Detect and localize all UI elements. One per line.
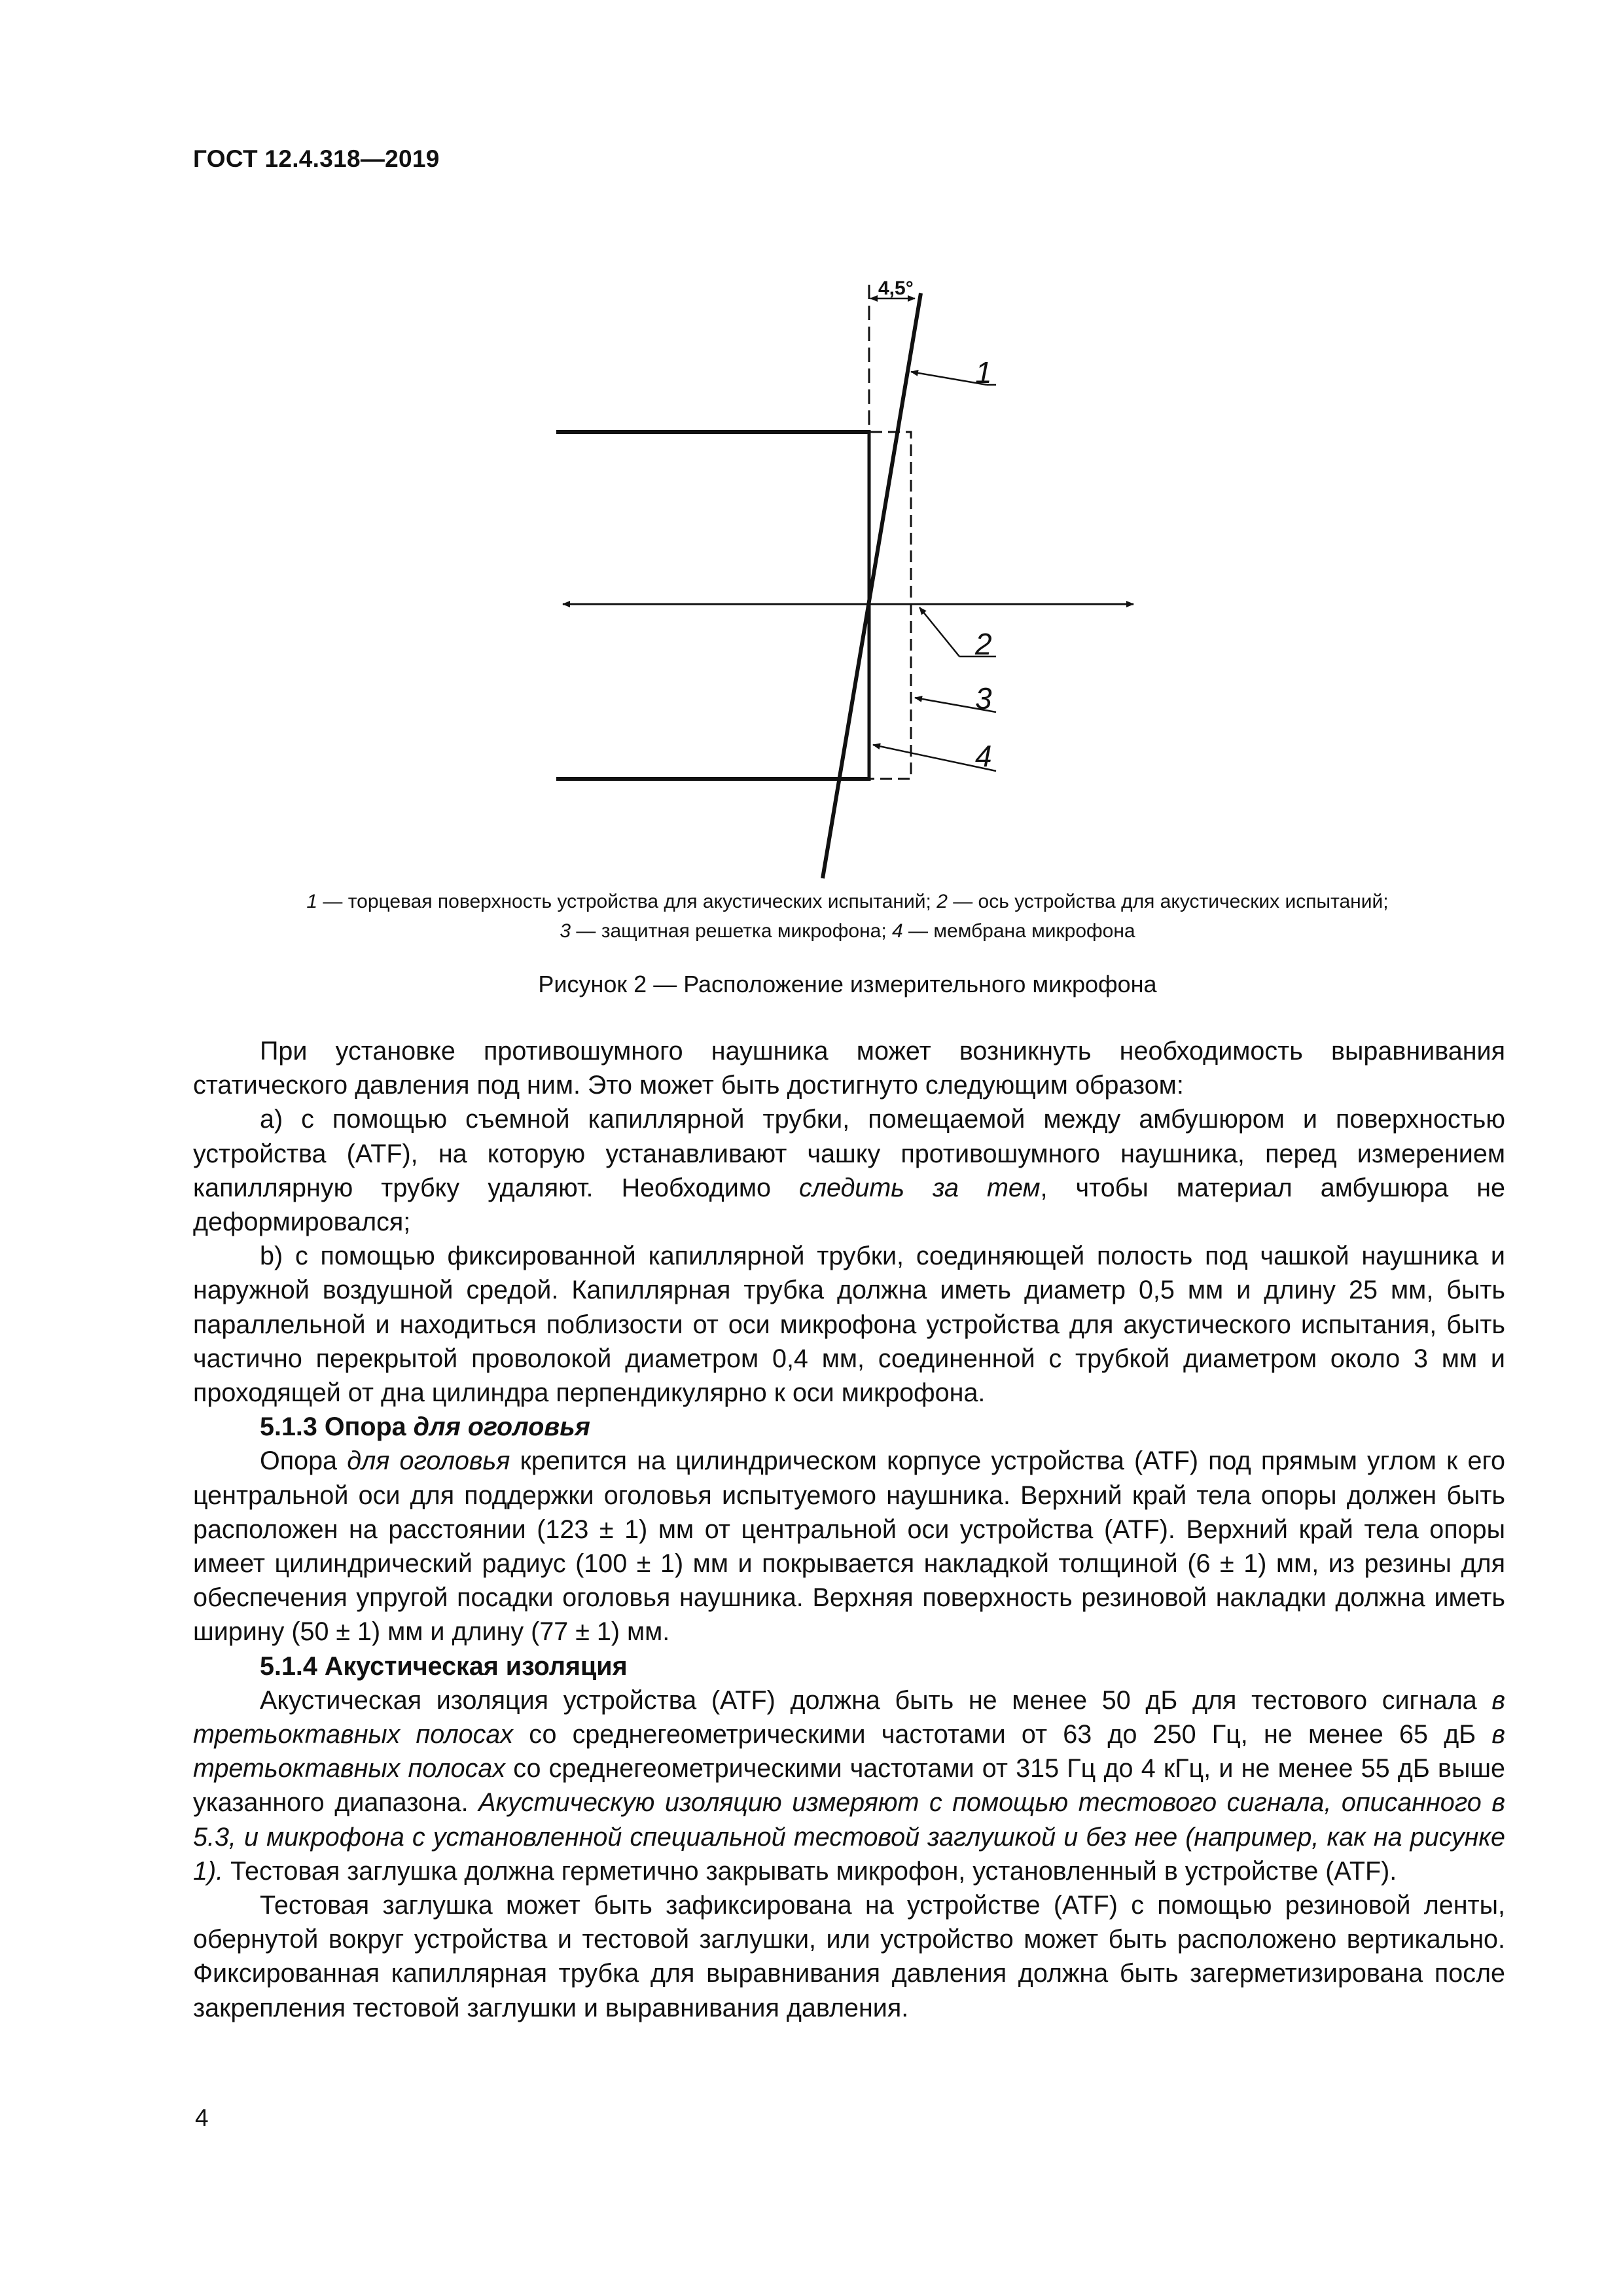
italic-text-run: следить за тем <box>799 1173 1041 1202</box>
text-run: Тестовая заглушка должна герметично закрывать микрофон, установленный в устройстве (ATF). <box>223 1856 1397 1886</box>
end-face-line <box>823 293 921 878</box>
callout-4-label: 4 <box>975 739 992 773</box>
callout-3-label: 3 <box>975 681 992 715</box>
text-run: — ось устройства для акустических испытаний; <box>947 891 1389 912</box>
text-run: Тестовая заглушка может быть зафиксирована на устройстве (ATF) с помощью резиновой ленты, обернутой вокруг устройства и тестовой заглушки, или устройство может быть расположено вертикально. Фиксированная капиллярная трубка для выравнивания давления должна быть загерметизирована после закрепления тестовой заглушки и выравнивания давления. <box>193 1891 1505 2022</box>
section-heading <box>193 1410 1505 1444</box>
text-run: — торцевая поверхность устройства для акустических испытаний; <box>317 891 937 912</box>
text-run: a) с помощью съемной капиллярной трубки, помещаемой между амбушюром и поверхностью устройства (ATF), на которую устанавливают чашку противошумного наушника, перед измерением капиллярную трубку удаляют. Необходимо <box>193 1105 1505 1202</box>
italic-text-run: в третьоктавных полосах <box>193 1685 1505 1749</box>
italic-text-run: 3 <box>560 920 571 942</box>
text-run: b) с помощью фиксированной капиллярной трубки, соединяющей полость под чашкой наушника и наружной воздушной средой. Капиллярная трубка должна иметь диаметр 0,5 мм и длину 25 мм, быть параллельной и находиться поблизости от оси микрофона устройства для акустического испытания, быть частично перекрытой проволокой диаметром 0,4 мм, соединенной с трубкой диаметром около 3 мм и проходящей от дна цилиндра перпендикулярно к оси микрофона. <box>193 1242 1505 1408</box>
legend-line-1 <box>193 887 1502 916</box>
italic-text-run: 4 <box>892 920 903 942</box>
body-paragraph <box>193 1102 1505 1239</box>
callout-2-label: 2 <box>975 627 992 661</box>
legend-line-2 <box>193 916 1502 946</box>
italic-text-run: в третьоктавных полосах <box>193 1720 1505 1784</box>
text-run: При установке противошумного наушника может возникнуть необходимость выравнивания статического давления под ним. Это может быть достигнуто следующим образом: <box>193 1037 1505 1100</box>
figure-title: Рисунок 2 — Расположение измерительного микрофона <box>538 971 1157 997</box>
body-paragraph <box>193 1239 1505 1410</box>
text-run: со среднегеометрическими частотами от 63 до 250 Гц, не менее 65 дБ <box>513 1720 1492 1749</box>
angle-label: 4,5° <box>878 278 914 299</box>
text-run: Акустическая изоляция устройства (ATF) должна быть не менее 50 дБ для тестового сигнала <box>260 1685 1492 1715</box>
italic-text-run: для оголовья <box>347 1446 510 1476</box>
figure-legend <box>193 887 1502 946</box>
section-heading <box>193 1649 1505 1683</box>
callout-2-leader <box>919 607 959 656</box>
text-run: Опора <box>260 1446 348 1476</box>
page-number: 4 <box>195 2104 209 2131</box>
text-run: , чтобы материал амбушюра не деформировался; <box>193 1173 1505 1237</box>
text-run: — защитная решетка микрофона; <box>571 920 893 942</box>
body-paragraph <box>193 1888 1505 2025</box>
body-paragraph <box>193 1444 1505 1649</box>
microphone-position-figure <box>0 0 1623 890</box>
body-paragraph <box>193 1683 1505 1888</box>
text-run: 5.1.4 Акустическая изоляция <box>260 1651 628 1681</box>
callout-1-label: 1 <box>975 355 992 389</box>
body-text <box>193 1034 1505 2025</box>
italic-text-run: для оголовья <box>413 1412 590 1442</box>
italic-text-run: 2 <box>936 891 948 912</box>
italic-text-run: 1 <box>306 891 318 912</box>
italic-text-run: Акустическую изоляцию измеряют с помощью тестового сигнала, описанного в 5.3, и микрофона с установленной специальной тестовой заглушкой и без нее (например, как на рисунке 1). <box>193 1788 1505 1886</box>
document-header: ГОСТ 12.4.318—2019 <box>193 145 440 172</box>
text-run: — мембрана микрофона <box>902 920 1135 942</box>
body-paragraph <box>193 1034 1505 1102</box>
text-run: крепится на цилиндрическом корпусе устройства (ATF) под прямым углом к его центральной оси для поддержки оголовья испытуемого наушника. Верхний край тела опоры должен быть расположен на расстоянии (123 ± 1) мм от центральной оси устройства (ATF). Верхний край тела опоры имеет цилиндрический радиус (100 ± 1) мм и покрывается накладкой толщиной (6 ± 1) мм, из резины для обеспечения упругой посадки оголовья наушника. Верхняя поверхность резиновой накладки должна иметь ширину (50 ± 1) мм и длину (77 ± 1) мм. <box>193 1446 1505 1647</box>
text-run: 5.1.3 Опора <box>260 1412 414 1442</box>
text-run: со среднегеометрическими частотами от 315 Гц до 4 кГц, и не менее 55 дБ выше указанного диапазона. <box>193 1754 1505 1818</box>
